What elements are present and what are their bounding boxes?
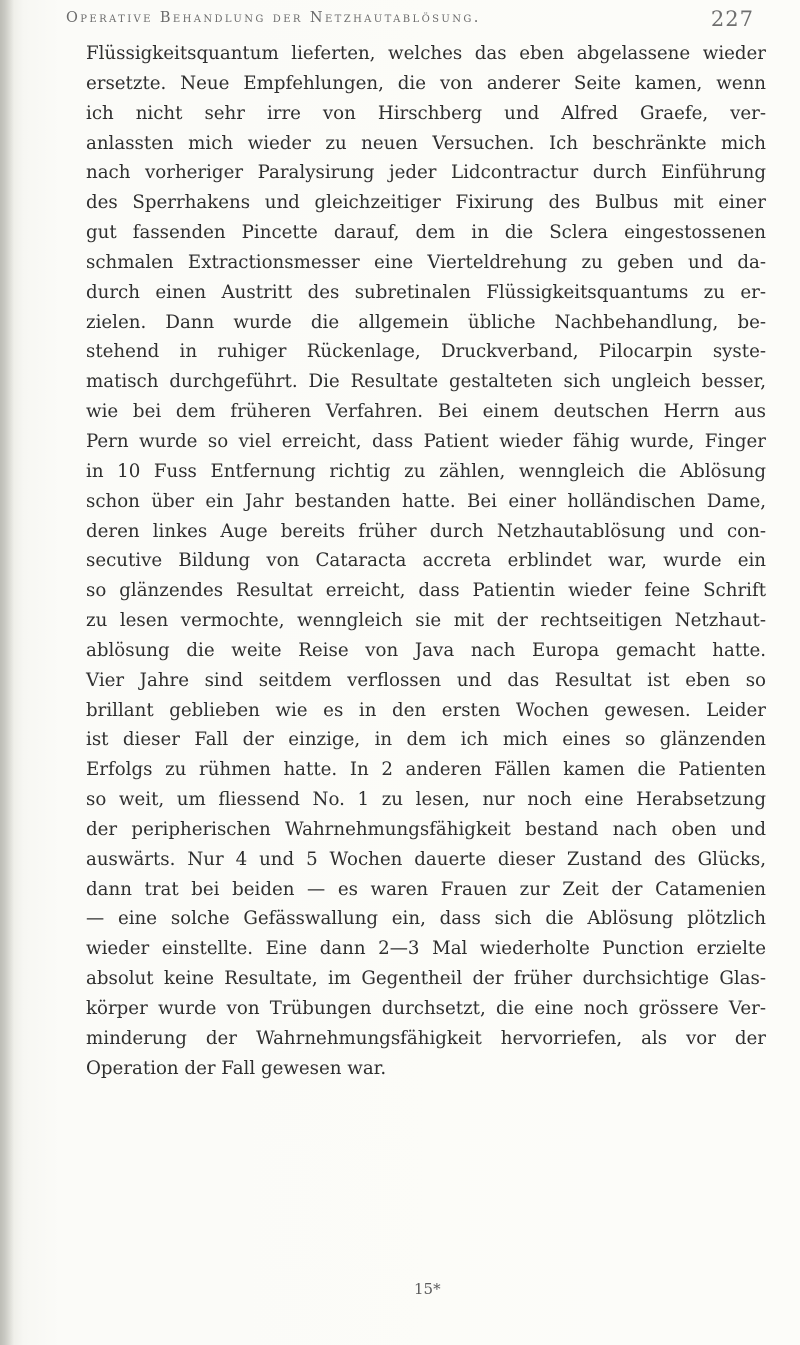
text-line: durch einen Austritt des subretinalen Flüssigkeitsquantums zu er- (86, 281, 766, 303)
text-line: Flüssigkeitsquantum lieferten, welches das eben abgelassene wieder (86, 43, 766, 64)
running-title: Operative Behandlung der Netzhautablösung. (66, 10, 481, 26)
text-line: Pern wurde so viel erreicht, dass Patient wieder fähig wurde, Finger (86, 430, 766, 452)
text-line: absolut keine Resultate, im Gegentheil der früher durchsichtige Glas- (86, 968, 766, 990)
text-line: matisch durchgeführt. Die Resultate gestalteten sich ungleich besser, (86, 371, 766, 393)
text-line: in 10 Fuss Entfernung richtig zu zählen, wenngleich die Ablösung (86, 460, 766, 482)
text-line: brillant geblieben wie es in den ersten Wochen gewesen. Leider (86, 699, 766, 721)
text-line: ablösung die weite Reise von Java nach Europa gemacht hatte. (86, 639, 766, 661)
text-line: wieder einstellte. Eine dann 2—3 Mal wiederholte Punction erzielte (86, 938, 766, 960)
text-line: auswärts. Nur 4 und 5 Wochen dauerte dieser Zustand des Glücks, (86, 848, 766, 870)
text-line: nach vorheriger Paralysirung jeder Lidcontractur durch Einführung (86, 162, 766, 184)
text-line: secutive Bildung von Cataracta accreta erblindet war, wurde ein (86, 550, 766, 572)
running-head (66, 8, 766, 32)
text-line: der peripherischen Wahrnehmungsfähigkeit bestand nach oben und (86, 818, 766, 840)
text-line: Erfolgs zu rühmen hatte. In 2 anderen Fällen kamen die Patienten (86, 759, 766, 781)
text-line: zu lesen vermochte, wenngleich sie mit der rechtseitigen Netzhaut- (86, 610, 766, 632)
text-line: schon über ein Jahr bestanden hatte. Bei einer holländischen Dame, (86, 490, 766, 512)
body-text (86, 39, 766, 1084)
text-line: zielen. Dann wurde die allgemein übliche Nachbehandlung, be- (86, 311, 766, 333)
signature-mark: 15* (414, 1280, 441, 1298)
text-line: so glänzendes Resultat erreicht, dass Patientin wieder feine Schrift (86, 580, 766, 602)
text-line: Operation der Fall gewesen war. (86, 1057, 387, 1079)
binding-shadow (0, 0, 14, 1345)
text-line: gut fassenden Pincette darauf, dem in die Sclera eingestossenen (86, 222, 766, 244)
text-line: ist dieser Fall der einzige, in dem ich mich eines so glänzenden (86, 729, 766, 751)
text-line: schmalen Extractionsmesser eine Vierteldrehung zu geben und da- (86, 251, 766, 273)
text-line: ich nicht sehr irre von Hirschberg und Alfred Graefe, ver- (86, 102, 766, 124)
text-line: ersetzte. Neue Empfehlungen, die von anderer Seite kamen, wenn (86, 72, 766, 94)
text-line: — eine solche Gefässwallung ein, dass sich die Ablösung plötzlich (86, 908, 766, 930)
text-line: Vier Jahre sind seitdem verflossen und das Resultat ist eben so (86, 669, 766, 691)
text-line: stehend in ruhiger Rückenlage, Druckverband, Pilocarpin syste- (86, 341, 766, 363)
text-line: minderung der Wahrnehmungsfähigkeit hervorriefen, als vor der (86, 1027, 766, 1049)
page-number: 227 (710, 7, 754, 31)
text-line: so weit, um fliessend No. 1 zu lesen, nur noch eine Herabsetzung (86, 789, 766, 811)
text-line: dann trat bei beiden — es waren Frauen zur Zeit der Catamenien (86, 878, 766, 900)
text-line: deren linkes Auge bereits früher durch Netzhautablösung und con- (86, 520, 766, 542)
text-line: anlassten mich wieder zu neuen Versuchen. Ich beschränkte mich (86, 132, 766, 154)
text-line: des Sperrhakens und gleichzeitiger Fixirung des Bulbus mit einer (86, 192, 766, 214)
text-line: wie bei dem früheren Verfahren. Bei einem deutschen Herrn aus (86, 401, 766, 423)
text-line: körper wurde von Trübungen durchsetzt, die eine noch grössere Ver- (86, 998, 766, 1019)
